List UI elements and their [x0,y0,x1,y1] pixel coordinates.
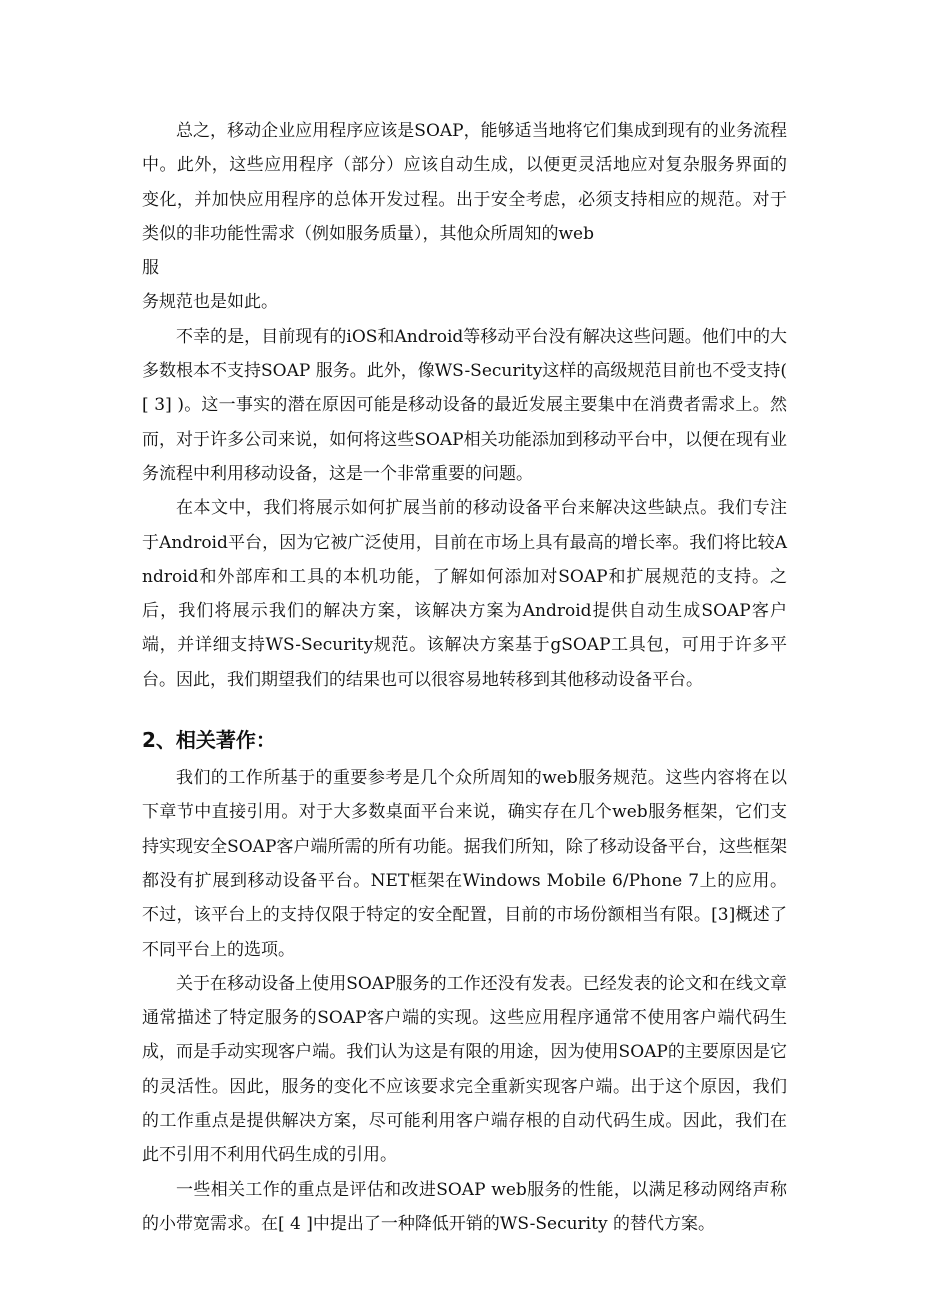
paragraph-mobile-platforms: 不幸的是，目前现有的iOS和Android等移动平台没有解决这些问题。他们中的大多数根本不支持SOAP 服务。此外，像WS-Security这样的高级规范目前也不受支持( [ 3] )。这一事实的潜在原因可能是移动设备的最近发展主要集中在消费者需求上。然而，对于许多公司来说，如何将这些SOAP相关功能添加到移动平台中，以便在现有业务流程中利用移动设备，这是一个非常重要的问题。 [142,326,787,484]
paragraph-related-work-2: 关于在移动设备上使用SOAP服务的工作还没有发表。已经发表的论文和在线文章通常描述了特定服务的SOAP客户端的实现。这些应用程序通常不使用客户端代码生成，而是手动实现客户端。我们认为这是有限的用途，因为使用SOAP的主要原因是它的灵活性。因此，服务的变化不应该要求完全重新实现客户端。出于这个原因，我们的工作重点是提供解决方案，尽可能利用客户端存根的自动代码生成。因此，我们在此不引用不利用代码生成的引用。 [142,973,787,1166]
paragraph-summary-wrap-line: 服 [142,258,159,279]
document-body [142,114,787,1241]
paragraph-summary-end-line: 务规范也是如此。 [142,292,278,313]
paragraph-related-work-3: 一些相关工作的重点是评估和改进SOAP web服务的性能，以满足移动网络声称的小带宽需求。在[ 4 ]中提出了一种降低开销的WS-Security 的替代方案。 [142,1179,787,1234]
paragraph-approach: 在本文中，我们将展示如何扩展当前的移动设备平台来解决这些缺点。我们专注于Android平台，因为它被广泛使用，目前在市场上具有最高的增长率。我们将比较Android和外部库和工具的本机功能，了解如何添加对SOAP和扩展规范的支持。之后，我们将展示我们的解决方案，该解决方案为Android提供自动生成SOAP客户端，并详细支持WS-Security规范。该解决方案基于gSOAP工具包，可用于许多平台。因此，我们期望我们的结果也可以很容易地转移到其他移动设备平台。 [142,498,787,690]
paragraph-summary: 总之，移动企业应用程序应该是SOAP，能够适当地将它们集成到现有的业务流程中。此外，这些应用程序（部分）应该自动生成，以便更灵活地应对复杂服务界面的变化，并加快应用程序的总体开发过程。出于安全考虑，必须支持相应的规范。对于类似的非功能性需求（例如服务质量），其他众所周知的web [142,121,787,244]
section-heading-related-work: 2、相关著作： [142,728,276,753]
paragraph-related-work-1: 我们的工作所基于的重要参考是几个众所周知的web服务规范。这些内容将在以下章节中直接引用。对于大多数桌面平台来说，确实存在几个web服务框架，它们支持实现安全SOAP客户端所需的所有功能。据我们所知，除了移动设备平台，这些框架都没有扩展到移动设备平台。NET框架在Windows Mobile 6/Phone 7上的应用。不过，该平台上的支持仅限于特定的安全配置，目前的市场份额相当有限。[3]概述了不同平台上的选项。 [142,768,787,960]
